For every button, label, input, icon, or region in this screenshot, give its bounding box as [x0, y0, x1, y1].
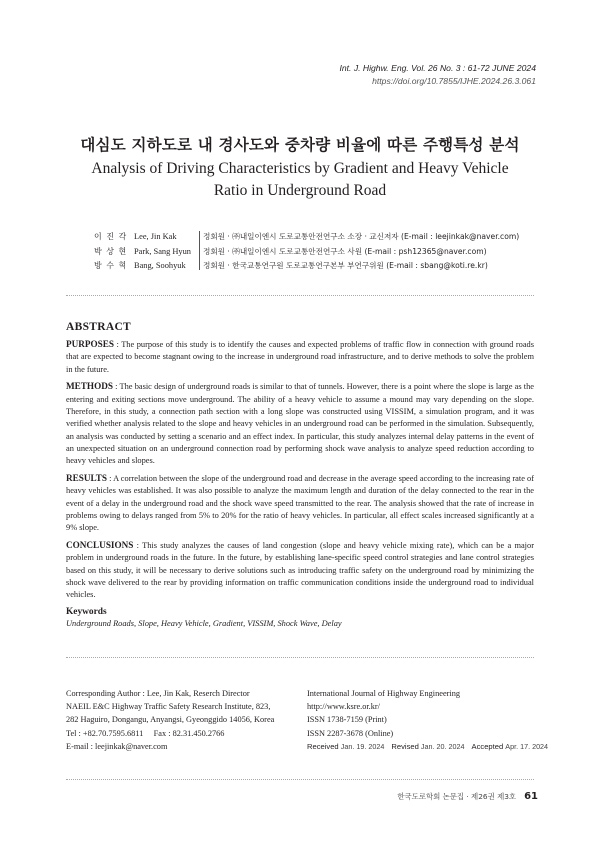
author-name-korean: 박 상 현: [94, 246, 128, 256]
doi-link[interactable]: https://doi.org/10.7855/IJHE.2024.26.3.061: [372, 76, 536, 86]
author-list: [94, 230, 519, 274]
abstract-conclusions: [66, 539, 534, 601]
conclusions-text: : This study analyzes the causes of land congestion (slope and heavy vehicle mixing rate), which can be a major problem in underground roads in the future. In the future, by establishing lane-specific speed control strategies and lane control strategies based on this study, it will be necessary to derive solutions such as introducing traffic safety on the underground road by minimizing the shock wave delivered to the rear by providing information on traffic communication conditions inside the underground road to individual vehicles.: [66, 540, 534, 600]
author-name-korean: 이 진 각: [94, 232, 128, 241]
abstract-body: [66, 338, 534, 631]
title-korean: 대심도 지하도로 내 경사도와 중차량 비율에 따른 주행특성 분석: [80, 136, 520, 154]
results-label: RESULTS: [66, 472, 108, 483]
keywords-heading: Keywords: [66, 606, 107, 617]
author-affiliation: 정회원 · 한국교통연구원 도로교통연구본부 부연구위원 (E-mail : sbang@koti.re.kr): [203, 261, 488, 270]
received-date: Jan. 19. 2024: [340, 741, 385, 751]
abstract-heading: ABSTRACT: [66, 321, 132, 333]
results-text: : A correlation between the slope of the underground road and decrease in the average speed according to the increasing rate of heavy vehicles was established. It was also possible to analyze the maximum length and duration of the delay connected to the rear in the event of a delay in the underground road and the shock wave speed transmitted to the rear. The analysis showed that the rate of increase in problems owing to delays ranged from 5% to 20% for the ratio of heavy vehicles. In particular, all effect scales increased significantly at a 9% slope.: [66, 473, 534, 533]
journal-info-block: [307, 687, 553, 753]
journal-url[interactable]: http://www.ksre.or.kr/: [307, 702, 380, 712]
author-name-korean: 방 수 혁: [94, 261, 128, 270]
journal-issue: 한국도로학회 논문집 · 제26권 제3호: [397, 792, 517, 801]
revised-date: Jan. 20. 2024: [420, 741, 465, 751]
revised-label: Revised: [391, 741, 419, 751]
purposes-label: PURPOSES: [66, 339, 114, 349]
author-divider: [199, 231, 200, 270]
journal-name: International Journal of Highway Engineering: [307, 689, 460, 698]
section-divider: [66, 295, 534, 296]
author-name-english: Bang, Soohyuk: [134, 261, 186, 270]
author-row: [94, 245, 519, 260]
corresponding-line: Corresponding Author : Lee, Jin Kak, Reserch Director: [66, 689, 250, 698]
abstract-results: [66, 472, 534, 534]
author-affiliation: 정회원 · ㈜내일이엔시 도로교통안전연구소 사원 (E-mail : psh12365@naver.com): [203, 246, 487, 256]
author-name-english: Lee, Jin Kak: [134, 232, 177, 241]
journal-header: [340, 62, 537, 88]
issn-print: ISSN 1738-7159 (Print): [307, 715, 387, 725]
conclusions-label: CONCLUSIONS: [66, 539, 134, 550]
author-name-english: Park, Sang Hyun: [134, 246, 191, 256]
title-english: Analysis of Driving Characteristics by Gradient and Heavy Vehicle Ratio in Underground Road: [91, 160, 509, 199]
corresponding-line: NAEIL E&C Highway Traffic Safety Research Institute, 823,: [66, 702, 271, 712]
abstract-purposes: [66, 338, 534, 376]
accepted-label: Accepted: [471, 741, 504, 751]
page-footer: [397, 791, 538, 802]
submission-dates: [307, 740, 553, 753]
page-number: 61: [524, 791, 538, 802]
methods-label: METHODS: [66, 381, 113, 392]
corresponding-line: 282 Haguiro, Dongangu, Anyangsi, Gyeonggido 14056, Korea: [66, 715, 275, 725]
received-label: Received: [307, 741, 339, 751]
corresponding-email[interactable]: E-mail : leejinkak@naver.com: [66, 741, 168, 751]
keywords-list: Underground Roads, Slope, Heavy Vehicle, Gradient, VISSIM, Shock Wave, Delay: [66, 619, 342, 629]
section-divider: [66, 657, 534, 658]
journal-citation: Int. J. Highw. Eng. Vol. 26 No. 3 : 61-72 JUNE 2024: [339, 63, 536, 73]
corresponding-line: Tel : +82.70.7595.6811 Fax : 82.31.450.2766: [66, 728, 225, 738]
corresponding-author-block: [66, 687, 274, 753]
issn-online: ISSN 2287-3678 (Online): [307, 728, 394, 738]
footer-divider: [66, 779, 534, 780]
author-affiliation: 정회원 · ㈜내일이엔시 도로교통안전연구소 소장 · 교신저자 (E-mail : leejinkak@naver.com): [203, 232, 520, 241]
abstract-methods: [66, 380, 534, 467]
purposes-text: : The purpose of this study is to identify the causes and expected problems of traffic flow in connection with ground roads that are expected to become stagnant owing to the increase in underground road infrastructure, and to derive methods to solve the problem in the future.: [66, 340, 534, 374]
author-row: [94, 259, 519, 274]
accepted-date: Apr. 17. 2024: [505, 741, 549, 751]
methods-text: : The basic design of underground roads is similar to that of tunnels. However, there is a point where the slope is large as the entering and exiting sections move underground. The ability of a heavy vehicle to assume a mound may vary depending on the slope. Therefore, in this study, a connection path section with a long slope was constructed using VISSIM, a simulation program, and it was verified whether analysis related to the slope and heavy vehicles in an underground road can be performed in the simulation. Subsequently, an analysis was conducted by setting a scenario and an effect index. In particular, this study analyzes internal delay patterns in the event of an unexpected situation on an underground connection road by performing shock wave analysis to analyze speed reduction according to heavy vehicles and slopes.: [66, 382, 534, 466]
author-row: [94, 230, 519, 245]
